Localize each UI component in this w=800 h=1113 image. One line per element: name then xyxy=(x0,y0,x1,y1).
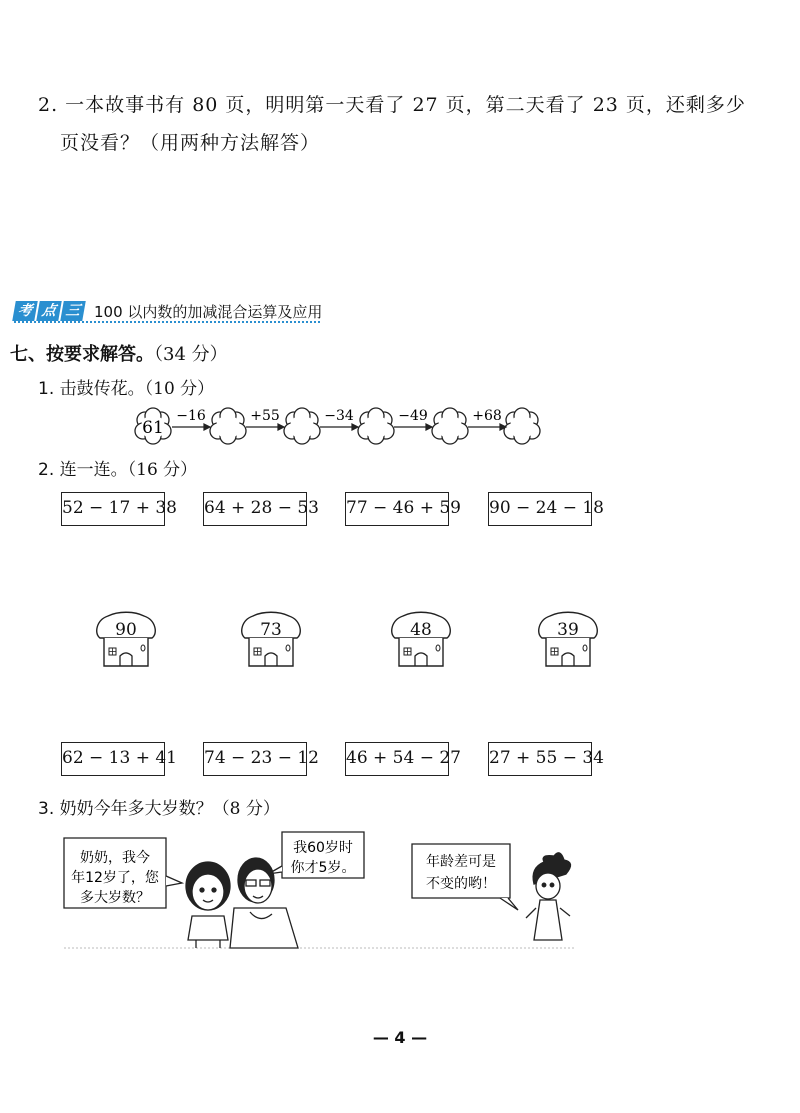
page-number: — 4 — xyxy=(372,1028,428,1047)
bottom-expression-1[interactable]: 62 − 13 + 41 xyxy=(61,742,165,776)
bottom-expression-2[interactable]: 74 − 23 − 12 xyxy=(203,742,307,776)
op-label-2: +55 xyxy=(250,408,280,424)
top-expression-4[interactable]: 90 − 24 − 18 xyxy=(488,492,592,526)
problem-2-line-1: 2. 一本故事书有 80 页，明明第一天看了 27 页，第二天看了 23 页，还剩多少 xyxy=(38,94,746,116)
op-label-3: −34 xyxy=(324,408,354,424)
banner-underline xyxy=(14,321,320,323)
question-2-heading xyxy=(38,455,197,480)
question-1-label: 1. 击鼓传花。 xyxy=(38,379,145,399)
op-label-5: +68 xyxy=(472,408,502,424)
section-7-points: （34 分） xyxy=(154,344,228,365)
girl-speech-line-2: 年12岁了，您 xyxy=(71,870,159,886)
house-value-3: 48 xyxy=(410,620,432,640)
fairy-figure xyxy=(526,853,571,940)
house-value-1: 90 xyxy=(115,620,137,640)
bottom-expression-4[interactable]: 27 + 55 − 34 xyxy=(488,742,592,776)
flower-blank-2[interactable] xyxy=(284,408,320,444)
section-7-title: 七、按要求解答。 xyxy=(10,344,154,365)
banner-badge-3: 三 xyxy=(60,301,86,321)
question-3-points: （8 分） xyxy=(212,799,280,819)
flower-start-value: 61 xyxy=(142,418,164,438)
question-3-label: 3. 奶奶今年多大岁数？ xyxy=(38,799,213,819)
girl-speech-line-3: 多大岁数？ xyxy=(80,890,150,906)
top-expression-2[interactable]: 64 + 28 − 53 xyxy=(203,492,307,526)
problem-2-line-2: 页没看？（用两种方法解答） xyxy=(60,132,321,154)
grandma-speech-line-1: 我60岁时 xyxy=(293,840,353,856)
girl-speech-line-1: 奶奶，我今 xyxy=(80,850,150,866)
question-2-points: （16 分） xyxy=(127,460,198,480)
question-3-heading xyxy=(38,794,280,819)
question-1-points: （10 分） xyxy=(144,379,215,399)
fairy-speech-line-2: 不变的哟！ xyxy=(426,876,496,892)
section-banner xyxy=(14,300,322,322)
houses-row xyxy=(0,610,800,670)
flower-blank-3[interactable] xyxy=(358,408,394,444)
flower-blank-4[interactable] xyxy=(432,408,468,444)
question-2-label: 2. 连一连。 xyxy=(38,460,128,480)
op-label-4: −49 xyxy=(398,408,428,424)
banner-badge-2: 点 xyxy=(36,301,62,321)
banner-badge-1: 考 xyxy=(12,301,38,321)
grandma-speech-line-2: 你才5岁。 xyxy=(290,860,356,876)
op-label-1: −16 xyxy=(176,408,206,424)
age-illustration xyxy=(60,828,580,953)
question-1-heading xyxy=(38,374,214,399)
girl-figure xyxy=(186,862,230,948)
flower-blank-1[interactable] xyxy=(210,408,246,444)
house-value-2: 73 xyxy=(260,620,282,640)
flower-chain xyxy=(120,400,560,450)
flower-blank-5[interactable] xyxy=(504,408,540,444)
top-expression-3[interactable]: 77 − 46 + 59 xyxy=(345,492,449,526)
banner-title: 100 以内数的加减混合运算及应用 xyxy=(94,302,323,321)
bottom-expression-3[interactable]: 46 + 54 − 27 xyxy=(345,742,449,776)
house-value-4: 39 xyxy=(557,620,579,640)
section-7-heading xyxy=(10,340,228,366)
fairy-speech-line-1: 年龄差可是 xyxy=(426,854,496,870)
top-expression-1[interactable]: 52 − 17 + 38 xyxy=(61,492,165,526)
